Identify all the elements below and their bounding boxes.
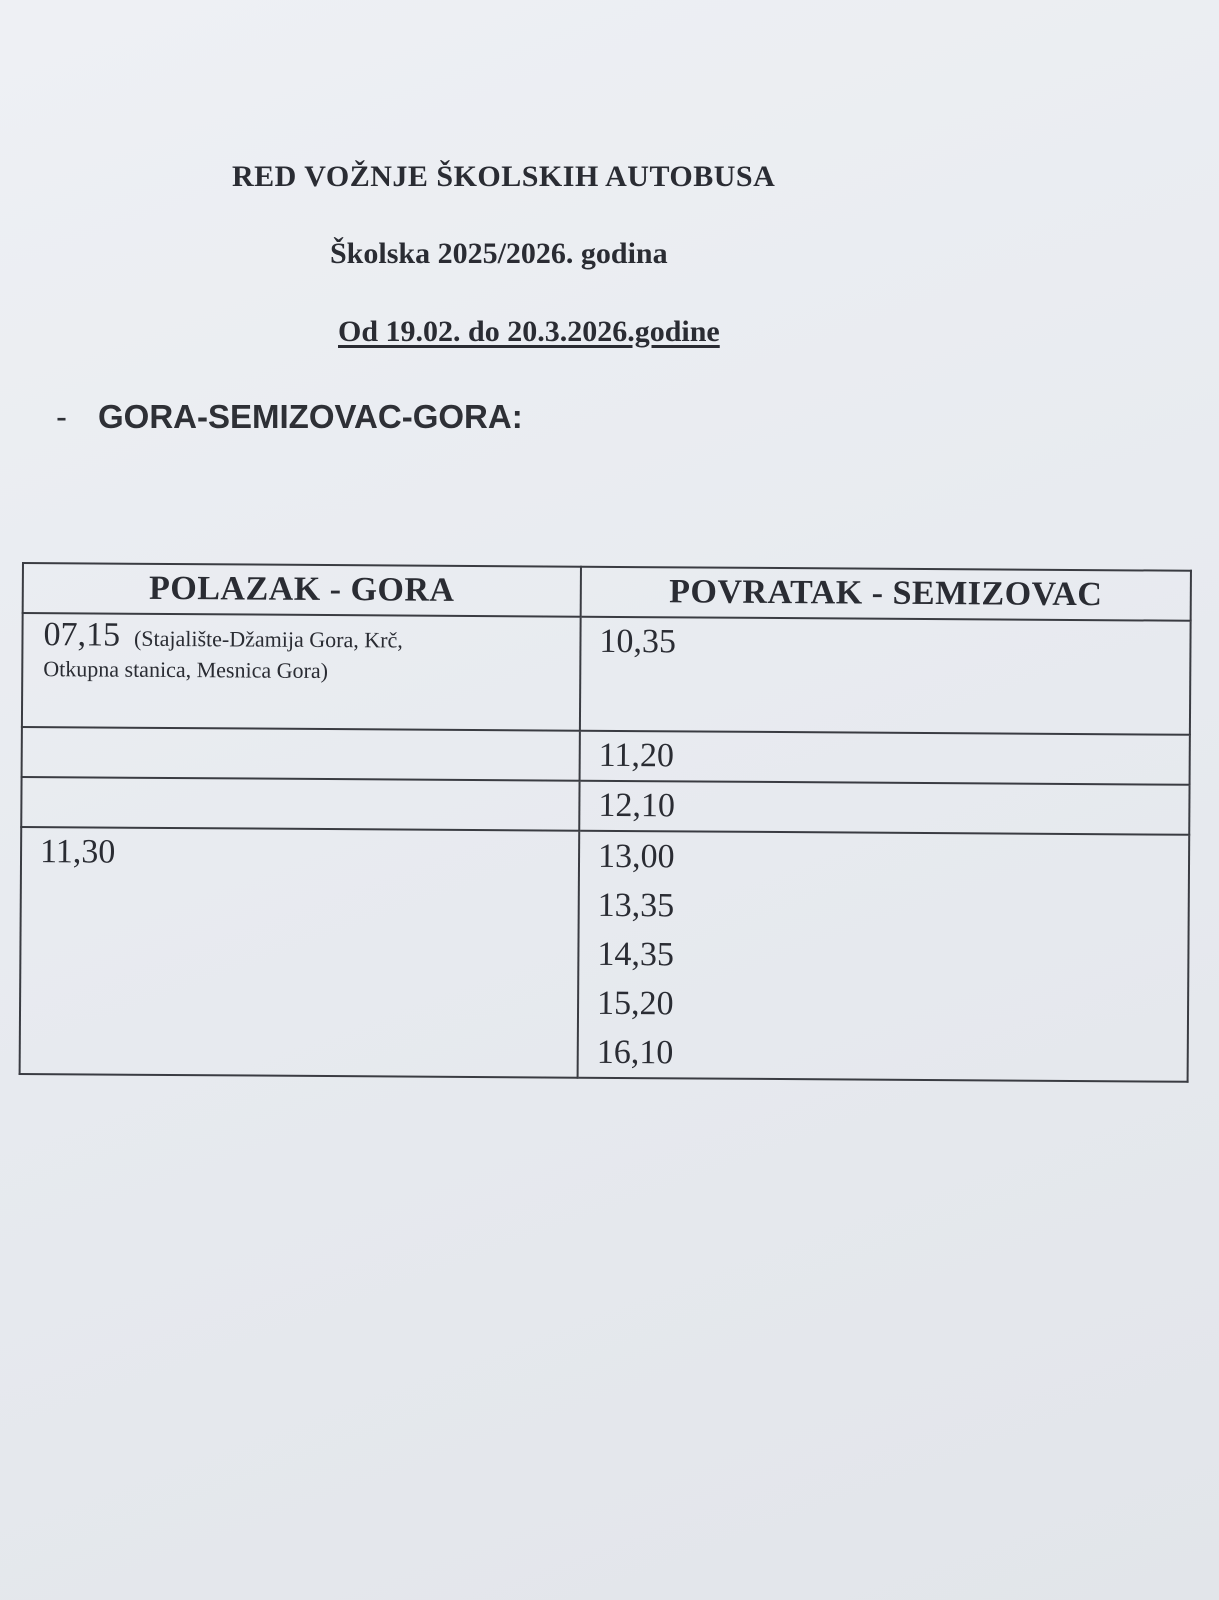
return-time: 13,00 (597, 837, 675, 876)
return-cell (579, 781, 1189, 835)
return-time: 12,10 (598, 786, 676, 825)
table-header-row (23, 563, 1191, 621)
return-cell (580, 617, 1191, 735)
school-year: Školska 2025/2026. godina (330, 237, 668, 270)
return-time: 13,35 (597, 886, 675, 925)
return-time: 10,35 (599, 622, 677, 661)
return-time: 14,35 (597, 935, 675, 974)
return-cell (580, 731, 1190, 785)
departure-stops-continued: Otkupna stanica, Mesnica Gora) (43, 656, 329, 684)
table-row (20, 827, 1190, 1082)
table-row (22, 727, 1190, 785)
table-row (21, 777, 1189, 835)
departure-time: 11,30 (39, 833, 116, 871)
return-time: 16,10 (596, 1033, 674, 1072)
departure-cell (21, 777, 579, 831)
bus-timetable (19, 562, 1192, 1083)
departure-cell (20, 827, 580, 1078)
route-heading (56, 398, 523, 436)
header-departure: POLAZAK - GORA (23, 563, 581, 617)
return-time: 11,20 (598, 736, 675, 775)
route-bullet: - (56, 398, 67, 435)
validity-period: Od 19.02. do 20.3.2026.godine (338, 315, 720, 348)
departure-stops: (Stajalište-Džamija Gora, Krč, (133, 625, 403, 653)
table-row (22, 613, 1191, 735)
document-title: RED VOŽNJE ŠKOLSKIH AUTOBUSA (232, 160, 776, 193)
departure-cell (22, 613, 581, 731)
route-name: GORA-SEMIZOVAC-GORA: (98, 398, 523, 435)
departure-cell (22, 727, 580, 781)
return-cell (578, 831, 1190, 1082)
departure-time: 07,15 (43, 616, 121, 654)
return-time: 15,20 (596, 984, 674, 1023)
header-return: POVRATAK - SEMIZOVAC (581, 567, 1191, 621)
